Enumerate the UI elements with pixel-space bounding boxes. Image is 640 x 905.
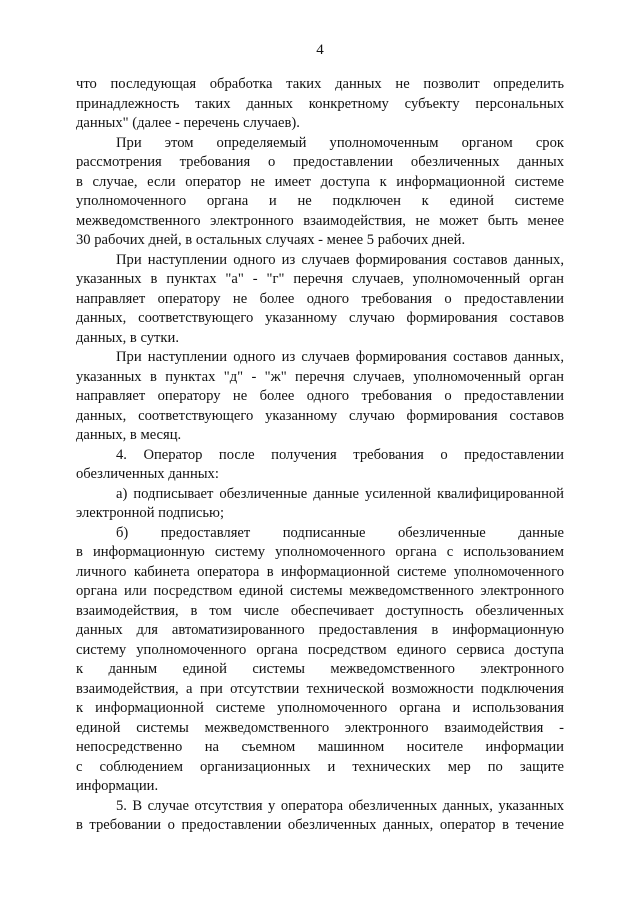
text-line: рассмотрения требования о предоставлении обезличенных данных xyxy=(76,154,564,170)
text-line: указанных в пунктах "д" - "ж" перечня случаев, уполномоченный орган xyxy=(76,368,564,385)
text-line: единой системы межведомственного электронного взаимодействия - xyxy=(76,719,564,736)
text-line: принадлежность таких данных конкретному субъекту персональных xyxy=(76,95,564,112)
text-line: межведомственного электронного взаимодействия, не может быть менее xyxy=(76,212,564,229)
text-line: 5. В случае отсутствия у оператора обезличенных данных, указанных xyxy=(116,797,564,814)
text-line: органа или посредством единой системы межведомственного электронного xyxy=(76,583,564,599)
text-line: информации. xyxy=(76,778,159,794)
text-line: направляет оператору не более одного требования о предоставлении xyxy=(76,388,564,404)
page-number: 4 xyxy=(316,42,324,58)
text-line: данных, в месяц. xyxy=(76,427,182,443)
text-line: уполномоченного органа и не подключен к единой системе xyxy=(76,193,564,209)
text-line: непосредственно на съемном машинном носителе информации xyxy=(76,739,564,755)
text-line: взаимодействия, а при отсутствии технической возможности подключения xyxy=(76,680,564,697)
text-line: 4. Оператор после получения требования о предоставлении xyxy=(116,446,564,463)
text-line: электронной подписью; xyxy=(76,505,225,521)
text-line: к информационной системе уполномоченного органа и использования xyxy=(76,700,564,716)
text-line: в требовании о предоставлении обезличенных данных, оператор в течение xyxy=(76,817,564,833)
text-line: с соблюдением организационных и технических мер по защите xyxy=(76,758,564,775)
text-line: данных, соответствующего указанному случаю формирования составов xyxy=(76,407,564,424)
text-line: При этом определяемый уполномоченным органом срок xyxy=(116,134,564,151)
text-line: данных, в сутки. xyxy=(76,329,179,346)
text-line: систему уполномоченного органа посредством единого сервиса доступа xyxy=(76,641,564,658)
text-line: данных, соответствующего указанному случаю формирования составов xyxy=(76,310,564,326)
text-line: обезличенных данных: xyxy=(76,466,219,482)
text-line: в случае, если оператор не имеет доступа к информационной системе xyxy=(76,173,564,190)
document-body xyxy=(76,75,564,836)
text-line: к данным единой системы межведомственного электронного xyxy=(76,661,564,677)
text-line: в информационную систему уполномоченного органа с использованием xyxy=(76,544,564,560)
text-line: а) подписывает обезличенные данные усиленной квалифицированной xyxy=(116,485,564,502)
text-line: направляет оператору не более одного требования о предоставлении xyxy=(76,290,564,307)
text-line: б) предоставляет подписанные обезличенные данные xyxy=(116,524,564,541)
text-line: взаимодействия, в том числе обеспечивает доступность обезличенных xyxy=(76,602,564,619)
text-line: указанных в пунктах "а" - "г" перечня случаев, уполномоченный орган xyxy=(76,271,564,287)
text-line: данных" (далее - перечень случаев). xyxy=(76,115,300,131)
text-line: При наступлении одного из случаев формирования составов данных, xyxy=(116,349,564,365)
text-line: данных для автоматизированного предоставления в информационную xyxy=(76,622,564,638)
text-line: что последующая обработка таких данных не позволит определить xyxy=(76,76,564,92)
text-line: При наступлении одного из случаев формирования составов данных, xyxy=(116,251,564,268)
text-line: личного кабинета оператора в информационной системе уполномоченного xyxy=(76,563,564,580)
text-line: 30 рабочих дней, в остальных случаях - менее 5 рабочих дней. xyxy=(76,232,466,248)
